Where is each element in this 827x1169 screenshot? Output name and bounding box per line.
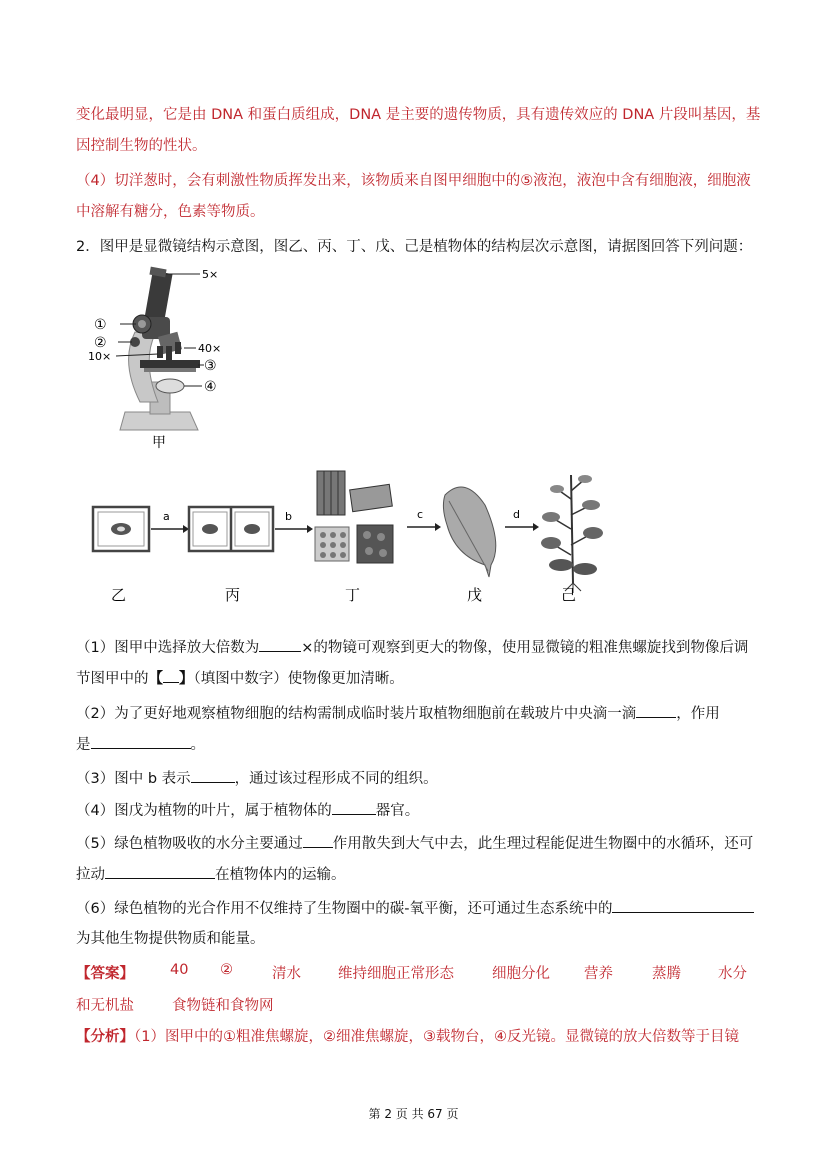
caption-bing: 丙 <box>225 586 241 604</box>
q1-blank-magnification[interactable] <box>259 637 301 652</box>
q2-blank-purpose[interactable] <box>91 734 191 749</box>
q5-blank-substance[interactable] <box>105 864 215 879</box>
q5-line-2: 拉动 在植物体内的运输。 <box>76 864 346 885</box>
structure-levels-figure <box>85 465 625 610</box>
label-objective-low: 10× <box>88 350 112 363</box>
q1-line-1: （1）图甲中选择放大倍数为 ×的物镜可观察到更大的物像，使用显微镜的粗准焦螺旋找到物像后调 <box>76 637 748 658</box>
question-intro: 2．图甲是显微镜结构示意图，图乙、丙、丁、戊、己是植物体的结构层次示意图，请据图回答下列问题： <box>76 239 753 255</box>
answer-item-7: 蒸腾 <box>652 966 681 982</box>
arrow-c-label: c <box>417 508 424 521</box>
microscope-figure <box>80 262 250 457</box>
arrow-b-label: b <box>285 510 292 523</box>
caption-ji: 己 <box>561 586 577 604</box>
prev-answer-line-4: 中溶解有糖分，色素等物质。 <box>76 204 265 220</box>
label-objective-high: 40× <box>198 342 222 355</box>
caption-yi: 乙 <box>111 586 127 604</box>
q3-blank-process[interactable] <box>191 768 235 783</box>
q5-line-1: （5）绿色植物吸收的水分主要通过 作用散失到大气中去，此生理过程能促进生物圈中的水循环，还可 <box>76 833 753 854</box>
arrow-d-label: d <box>513 508 520 521</box>
answer-label: 【答案】 <box>76 966 134 982</box>
prev-answer-line-2: 因控制生物的性状。 <box>76 138 207 154</box>
page-footer: 第 2 页 共 67 页 <box>368 1107 459 1121</box>
answer-item-6: 营养 <box>584 966 613 982</box>
answer-item-1: 40 <box>170 962 189 978</box>
label-n1: ① <box>94 317 107 333</box>
q6-blank-pathway[interactable] <box>612 898 754 913</box>
q2-line-2: 是 。 <box>76 734 205 755</box>
q1-blank-number[interactable] <box>163 668 179 683</box>
analysis-line <box>76 1027 739 1047</box>
q2-blank-liquid[interactable] <box>636 703 676 718</box>
q5-blank-action[interactable] <box>303 833 333 848</box>
caption-wu: 戊 <box>467 586 483 604</box>
answer-item-8: 水分 <box>718 966 747 982</box>
caption-ding: 丁 <box>345 586 361 604</box>
analysis-label: 【分析】 <box>76 1029 134 1045</box>
label-n4: ④ <box>204 379 217 395</box>
q1-line-2: 节图甲中的【 】（填图中数字）使物像更加清晰。 <box>76 668 404 689</box>
answer-item-9: 食物链和食物网 <box>172 998 274 1014</box>
prev-answer-line-3: （4）切洋葱时，会有刺激性物质挥发出来，该物质来自图甲细胞中的⑤液泡，液泡中含有细胞液，细胞液 <box>76 173 751 189</box>
q4-blank-organ[interactable] <box>332 800 376 815</box>
q6-line-1: （6）绿色植物的光合作用不仅维持了生物圈中的碳-氧平衡，还可通过生态系统中的 <box>76 898 754 919</box>
answer-item-5: 细胞分化 <box>492 966 550 982</box>
label-n2: ② <box>94 335 107 351</box>
answer-item-2: ② <box>220 962 233 978</box>
microscope-caption: 甲 <box>152 435 166 451</box>
q6-line-2: 为其他生物提供物质和能量。 <box>76 931 265 947</box>
q3-line: （3）图中 b 表示 ，通过该过程形成不同的组织。 <box>76 768 438 789</box>
answer-item-3: 清水 <box>272 966 301 982</box>
arrow-a-label: a <box>163 510 170 523</box>
q4-line: （4）图戊为植物的叶片，属于植物体的 器官。 <box>76 800 419 821</box>
label-n3: ③ <box>204 358 217 374</box>
label-eyepiece: 5× <box>202 268 219 281</box>
analysis-text: （1）图甲中的①粗准焦螺旋，②细准焦螺旋，③载物台，④反光镜。显微镜的放大倍数等于目镜 <box>134 1029 739 1045</box>
answer-item-8-cont: 和无机盐 <box>76 998 134 1014</box>
answer-item-4: 维持细胞正常形态 <box>338 966 454 982</box>
q2-line-1: （2）为了更好地观察植物细胞的结构需制成临时装片取植物细胞前在载玻片中央滴一滴 ，作用 <box>76 703 720 724</box>
prev-answer-line-1: 变化最明显，它是由 DNA 和蛋白质组成，DNA 是主要的遗传物质，具有遗传效应的 DNA 片段叫基因，基 <box>76 107 761 123</box>
